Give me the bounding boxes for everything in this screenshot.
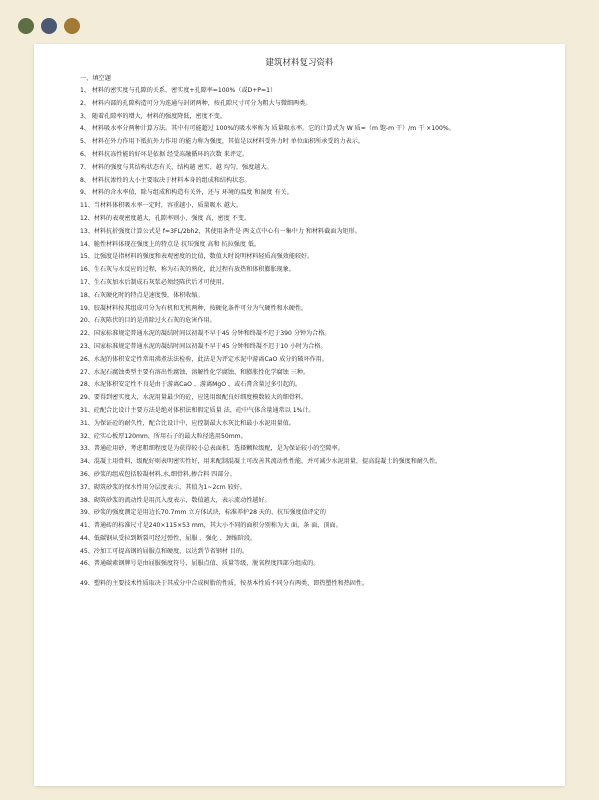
list-item: 17、生石灰加水后制成石灰浆必须经陈伏后才可使用。 — [80, 278, 228, 286]
list-item: 28、水泥体积安定性不良是由于游离CaO 、游离MgO 、或石膏含量过多引起的。 — [80, 381, 302, 389]
green-dot-icon[interactable] — [18, 18, 34, 34]
amber-dot-icon[interactable] — [64, 18, 80, 34]
list-item: 11、当材料体积吸水率一定时，容重越小，质量吸水 越大。 — [80, 202, 243, 210]
list-item: 12、材料的表观密度越大，孔隙率则小，强度 高，密度 不变。 — [80, 214, 251, 222]
list-item: 33、普通砼用砂，考虑粗细程度是为获得较小总表面积，选择颗粒级配，是为保证较小的空隙率。 — [80, 445, 344, 453]
list-item: 34、混凝土用骨料，级配好则表明密实性好，用来配制混凝土可改善其流动性性能，并可减少水泥用量，提高混凝土的强度和耐久性。 — [80, 458, 442, 466]
list-item: 32、砼实心板厚120mm，所用石子的最大粒径选用50mm。 — [80, 432, 247, 440]
list-item: 13、材料抗折强度计算公式是 f=3FL/2bh2，其使用条件是 两支点中心有一集中力 和材料截面为矩形。 — [80, 227, 361, 235]
list-item: 45、冷加工可提高钢的屈服点和硬度，以达到节省钢材 目的。 — [80, 547, 249, 555]
list-item: 37、砌筑砂浆的保水性用分层度表示，其值为1~2cm 较好。 — [80, 483, 246, 491]
list-item: 6、 材料抗冻性能的好坏是依据 经受冻融循环的次数 来评定。 — [80, 150, 249, 158]
list-item: 31、砼配合比设计主要方法是绝对体积法和假定质量 法，砼中气体含量通常以 1%计。 — [80, 406, 315, 414]
list-item: 18、石灰硬化时的特点是速度慢，体积收缩。 — [80, 291, 204, 299]
list-item: 39、砂浆的强度测定是用边长70.7mm 立方体试块，标准养护28 天的，抗压强度值评定的 — [80, 509, 326, 517]
list-item: 44、低碳钢从受拉到断裂可经过弹性、屈服 、强化 、颈缩阶段。 — [80, 534, 257, 542]
list-item: 4、 材料吸水率分两种计算方法。其中有可能超过 100%的吸水率称为 质量吸水率。它的计算式为 W 质=（m 饱-m 干）/m 干 ×100%。 — [80, 125, 455, 133]
list-item: 20、石灰陈伏的目的是消除过火石灰的危害作用。 — [80, 317, 216, 325]
list-item: 23、国家标准规定普通水泥的凝结时间以初凝不早于45 分钟和终凝不迟于10 小时为合格。 — [80, 342, 327, 350]
list-item: 22、国家标准规定普通水泥的凝结时间以初凝不早于45 分钟和终凝不迟于390 分钟为合格。 — [80, 330, 331, 338]
list-item: 16、生石灰与水反应的过程，称为石灰的熟化，此过程有放热和体积膨胀现象。 — [80, 266, 295, 274]
list-item: 9、 材料的含水率值，除与组成和构造有关外，还与 环境的温度 和湿度 有关。 — [80, 189, 293, 197]
list-item: 27、水泥石腐蚀类型主要有溶出性腐蚀、溶解性化学腐蚀、和膨胀性化学腐蚀 三种。 — [80, 368, 310, 376]
list-item: 46、普通碳素钢牌号是由屈服强度符号、屈服点值、质量等级、脱氧程度四部分组成的。 — [80, 560, 320, 568]
list-item: 7、 材料的强度与其结构状态有关，结构越 密实、越 均匀，强度越大。 — [80, 163, 273, 171]
section-heading: 一、填空题 — [80, 75, 111, 82]
list-item: 15、比强度是指材料的强度和表观密度的比值，数值大时说明材料轻质高强效能较好。 — [80, 253, 314, 261]
list-item: 19、胶凝材料按其组成可分为有机和无机两种，按硬化条件可分为气硬性和水硬性。 — [80, 304, 308, 312]
list-item: 31、为保证砼的耐久性，配合比设计中，应控制最大水灰比和最小水泥用量值。 — [80, 419, 295, 427]
window-controls — [18, 18, 80, 34]
list-item: 8、 材料抗渗性的大小主要取决于材料本身的组成和结构状态。 — [80, 176, 251, 184]
list-item: 3、 随着孔隙率的增大，材料的强度降低，密度不变。 — [80, 112, 226, 120]
list-item: 38、砌筑砂浆的流动性是用沉入度表示，数值越大，表示流动性越好。 — [80, 496, 271, 504]
list-item: 2、 材料内部的孔隙构造可分为连通与封闭两种，按孔隙尺寸可分为粗大与微细两类。 — [80, 99, 312, 107]
document-page — [34, 44, 565, 786]
list-item: 1、 材料的密实度与孔隙的关系，密实度+孔隙率=100%（或D+P=1） — [80, 87, 277, 94]
list-item: 14、脆性材料体现在强度上的特点是 抗压强度 高和 抗拉强度 低。 — [80, 240, 261, 248]
question-list — [80, 86, 548, 591]
list-item: 29、要得到密实度大，水泥用量最少的砼，应选用级配良好细度模数较大的细骨料。 — [80, 394, 308, 402]
blue-dot-icon[interactable] — [41, 18, 57, 34]
list-item: 41、普通砖的标准尺寸是240×115×53 mm，其大小不同的面积分别称为大 面、条 面、顶面。 — [80, 522, 342, 530]
list-item: 5、 材料在外力作用下抵抗外力作用 的能力称为强度，其值是以材料受外力时 单位面积所承受的力表示。 — [80, 138, 364, 146]
list-item: 26、水泥的体积安定性常用沸煮法法检验，此法是为评定水泥中游离CaO 成分的破坏作用。 — [80, 355, 328, 363]
list-item: 36、砂浆的组成包括胶凝材料,水,细骨料,掺合料 四部分。 — [80, 470, 236, 478]
list-item: 49、塑料的主要技术性质取决于其成分中合成树脂的性质，按基本性质不同分有两类，即热塑性和热固性。 — [80, 579, 369, 587]
document-title: 建筑材料复习资料 — [265, 58, 334, 68]
